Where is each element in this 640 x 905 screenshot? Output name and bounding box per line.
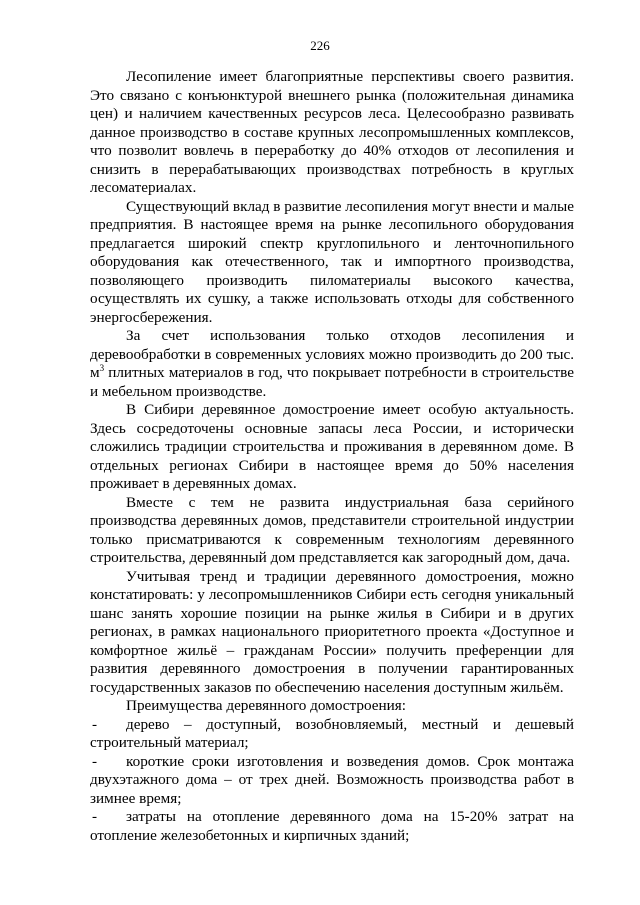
document-body xyxy=(90,68,574,845)
list-dash: - xyxy=(92,715,98,733)
paragraph-waste-text-after: плитных материалов в год, что покрывает потребности в строительстве и мебельном производстве. xyxy=(90,364,574,400)
list-dash: - xyxy=(92,808,98,825)
page-number: 226 xyxy=(310,38,330,53)
list-item-text: короткие сроки изготовления и возведения домов. Срок монтажа двухэтажного дома – от трех дней. Возможность производства работ в зимнее время; xyxy=(90,752,574,807)
list-item xyxy=(90,716,574,753)
list-item xyxy=(90,808,574,845)
paragraph-siberia-housing: В Сибири деревянное домостроение имеет особую актуальность. Здесь сосредоточены основные запасы леса России, и исторически сложились традиции строительства и проживания в деревянном доме. В отдельных регионах Сибири в настоящее время до 50% населения проживает в деревянных домах. xyxy=(90,401,574,492)
list-item-text: дерево – доступный, возобновляемый, местный и дешевый строительный материал; xyxy=(90,715,574,751)
paragraph-advantages-heading: Преимущества деревянного домостроения: xyxy=(126,697,406,714)
paragraph-trend: Учитывая тренд и традиции деревянного домостроения, можно констатировать: у лесопромышленников Сибири есть сегодня уникальный шанс занять хорошие позиции на рынке жилья в Сибири и в других регионах, в рамках национального приоритетного проекта «Доступное и комфортное жильё – гражданам России» получить преференции для развития деревянного домостроения в получении гарантированных государственных заказов по обеспечению населения доступным жильём. xyxy=(90,567,574,696)
paragraph-waste-text-before: За счет использования только отходов лесопиления и деревообработки в современных условиях можно производить до 200 тыс. м xyxy=(90,327,574,381)
list-item-text: затраты на отопление деревянного дома на 15-20% затрат на отопление железобетонных и кирпичных зданий; xyxy=(90,808,574,844)
paragraph-sawmilling-prospects: Лесопиление имеет благоприятные перспективы своего развития. Это связано с конъюнктурой внешнего рынка (положительная динамика цен) и наличием качественных ресурсов леса. Целесообразно развивать данное производство в составе крупных лесопромышленных комплексов, что позволит вовлечь в переработку до 40% отходов от лесопиления и снизить в перерабатывающих производствах потребность в круглых лесоматериалах. xyxy=(90,68,574,196)
paragraph-waste-usage xyxy=(90,327,574,401)
paragraph-industrial-base: Вместе с тем не развита индустриальная база серийного производства деревянных домов, представители строительной индустрии только присматриваются к современным технологиям деревянного строительства, деревянный дом представляется как загородный дом, дача. xyxy=(90,493,574,566)
list-dash: - xyxy=(92,752,98,770)
cubic-superscript: 3 xyxy=(99,362,105,373)
paragraph-small-enterprises: Существующий вклад в развитие лесопиления могут внести и малые предприятия. В настоящее время на рынке лесопильного оборудования предлагается широкий спектр круглопильного и ленточнопильного оборудования как отечественного, так и импортного производства, позволяющего производить пиломатериалы высокого качества, осуществлять их сушку, а также использовать отходы для собственного энергосбережения. xyxy=(90,197,574,326)
list-item xyxy=(90,753,574,809)
